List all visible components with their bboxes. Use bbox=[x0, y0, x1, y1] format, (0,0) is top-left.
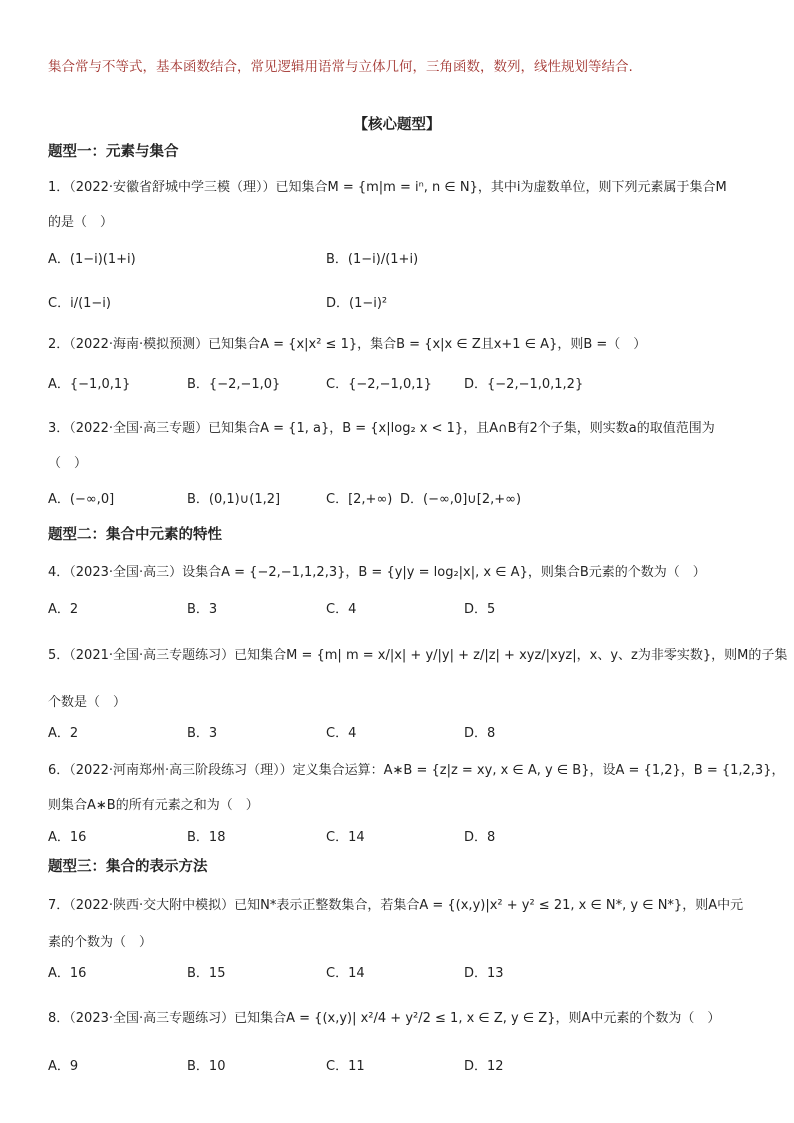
type-title-1: 题型一：元素与集合 bbox=[48, 144, 179, 160]
q6-option-c: C．14 bbox=[326, 830, 365, 845]
q8-option-a: A．9 bbox=[48, 1059, 79, 1074]
q2-option-c: C．{−2,−1,0,1} bbox=[326, 377, 432, 392]
question-7-cont: 素的个数为（ ） bbox=[48, 935, 153, 950]
q3-option-a: A．(−∞,0] bbox=[48, 492, 115, 507]
question-5-cont: 个数是（ ） bbox=[48, 695, 127, 710]
q3-option-d: D．(−∞,0]∪[2,+∞) bbox=[400, 492, 522, 507]
question-3-cont: （ ） bbox=[48, 456, 88, 471]
q7-option-c: C．14 bbox=[326, 966, 365, 981]
q6-option-a: A．16 bbox=[48, 830, 87, 845]
q2-option-b: B．{−2,−1,0} bbox=[187, 377, 281, 392]
q2-option-d: D．{−2,−1,0,1,2} bbox=[464, 377, 584, 392]
q1-option-c: C．i/(1−i) bbox=[48, 296, 111, 311]
q8-option-d: D．12 bbox=[464, 1059, 504, 1074]
question-6-cont: 则集合A∗B的所有元素之和为（ ） bbox=[48, 798, 259, 813]
question-1-stem bbox=[48, 176, 727, 195]
question-4-stem: 4．（2023·全国·高三）设集合A = {−2,−1,1,2,3}，B = {y|y = log₂|x|, x ∈ A}，则集合B元素的个数为（ ） bbox=[48, 565, 706, 580]
question-1-cont: 的是（ ） bbox=[48, 215, 114, 230]
section-title: 【核心题型】 bbox=[353, 117, 441, 133]
type-title-2: 题型二：集合中元素的特性 bbox=[48, 527, 222, 543]
intro-text: 集合常与不等式，基本函数结合，常见逻辑用语常与立体几何，三角函数，数列，线性规划等结合. bbox=[48, 59, 633, 75]
q6-option-d: D．8 bbox=[464, 830, 496, 845]
question-1-text: 1．（2022·安徽省舒城中学三模（理））已知集合M = {m|m = iⁿ, n ∈ N}，其中i为虚数单位，则下列元素属于集合M bbox=[48, 180, 727, 195]
q1-option-b: B．(1−i)/(1+i) bbox=[326, 252, 419, 267]
q7-option-a: A．16 bbox=[48, 966, 87, 981]
q8-option-b: B．10 bbox=[187, 1059, 226, 1074]
q4-option-b: B．3 bbox=[187, 602, 218, 617]
question-3-stem: 3．（2022·全国·高三专题）已知集合A = {1, a}，B = {x|log₂ x < 1}，且A∩B有2个子集，则实数a的取值范围为 bbox=[48, 421, 715, 436]
q3-option-b: B．(0,1)∪(1,2] bbox=[187, 492, 281, 507]
q5-option-c: C．4 bbox=[326, 726, 357, 741]
q4-option-a: A．2 bbox=[48, 602, 79, 617]
question-5-stem: 5．（2021·全国·高三专题练习）已知集合M = {m| m = x/|x| + y/|y| + z/|z| + xyz/|xyz|，x、y、z为非零实数}，则M的子集 bbox=[48, 648, 788, 663]
q5-option-b: B．3 bbox=[187, 726, 218, 741]
q1-option-d: D．(1−i)² bbox=[326, 296, 388, 311]
q1-option-a: A．(1−i)(1+i) bbox=[48, 252, 136, 267]
question-6-stem: 6．（2022·河南郑州·高三阶段练习（理））定义集合运算：A∗B = {z|z = xy, x ∈ A, y ∈ B}，设A = {1,2}，B = {1,2,3}， bbox=[48, 763, 785, 778]
q5-option-d: D．8 bbox=[464, 726, 496, 741]
q2-option-a: A．{−1,0,1} bbox=[48, 377, 131, 392]
q7-option-b: B．15 bbox=[187, 966, 226, 981]
question-8-stem: 8．（2023·全国·高三专题练习）已知集合A = {(x,y)| x²/4 + y²/2 ≤ 1, x ∈ Z, y ∈ Z}，则A中元素的个数为（ ） bbox=[48, 1011, 721, 1026]
question-7-stem: 7．（2022·陕西·交大附中模拟）已知N*表示正整数集合，若集合A = {(x,y)|x² + y² ≤ 21, x ∈ N*, y ∈ N*}，则A中元 bbox=[48, 898, 744, 913]
q8-option-c: C．11 bbox=[326, 1059, 365, 1074]
q4-option-d: D．5 bbox=[464, 602, 496, 617]
question-2-stem: 2．（2022·海南·模拟预测）已知集合A = {x|x² ≤ 1}，集合B = {x|x ∈ Z且x+1 ∈ A}，则B =（ ） bbox=[48, 337, 647, 352]
q5-option-a: A．2 bbox=[48, 726, 79, 741]
q6-option-b: B．18 bbox=[187, 830, 226, 845]
q4-option-c: C．4 bbox=[326, 602, 357, 617]
q3-option-c: C．[2,+∞) bbox=[326, 492, 393, 507]
type-title-3: 题型三：集合的表示方法 bbox=[48, 859, 208, 875]
q7-option-d: D．13 bbox=[464, 966, 504, 981]
